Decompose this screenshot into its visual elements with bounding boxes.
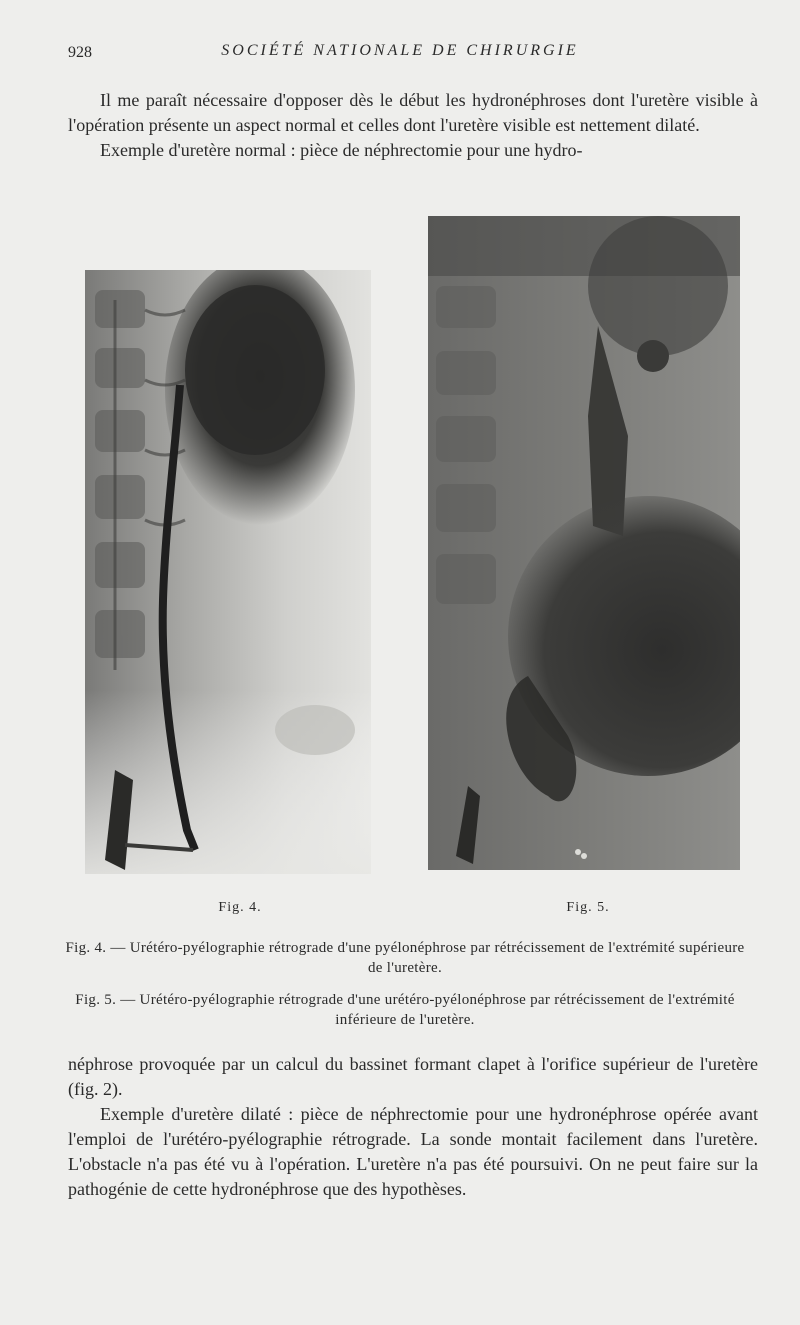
figure-4-label: Fig. 4. bbox=[218, 900, 262, 915]
paragraph-intro: Il me paraît nécessaire d'opposer dès le début les hydronéphroses dont l'uretère visible à l'opération présente un aspect normal et celles dont l'uretère visible est nettement dilaté. bbox=[68, 90, 758, 135]
caption-figure-4: Fig. 4. — Urétéro-pyélographie rétrograde d'une pyélonéphrose par rétrécissement de l'extrémité supérieure de l'uretère. bbox=[65, 940, 745, 976]
caption-figure-5: Fig. 5. — Urétéro-pyélographie rétrograde d'une urétéro-pyélonéphrose par rétrécissement de l'extrémité inférieure de l'uretère. bbox=[75, 992, 735, 1028]
figure-4-xray bbox=[85, 270, 371, 874]
paragraph-continuation: néphrose provoquée par un calcul du bassinet formant clapet à l'orifice supérieur de l'uretère (fig. 2). bbox=[68, 1054, 758, 1099]
paragraph-example-dilated: Exemple d'uretère dilaté : pièce de néphrectomie pour une hydronéphrose opérée avant l'emploi de l'urétéro-pyélographie rétrograde. La sonde montait facilement dans l'uretère. L'obstacle n'a pas été vu à l'opération. L'uretère n'a pas été poursuivi. On ne peut faire sur la pathogénie de cette hydronéphrose que des hypothèses. bbox=[68, 1104, 758, 1199]
bottom-text bbox=[68, 1052, 758, 1202]
paragraph-example-normal: Exemple d'uretère normal : pièce de néphrectomie pour une hydro- bbox=[100, 140, 583, 160]
top-text bbox=[68, 88, 758, 163]
figure-5-label: Fig. 5. bbox=[566, 900, 610, 915]
figure-captions bbox=[60, 938, 750, 1042]
running-title: SOCIÉTÉ NATIONALE DE CHIRURGIE bbox=[221, 42, 579, 59]
figure-5-xray bbox=[428, 216, 740, 870]
page-number: 928 bbox=[68, 44, 92, 61]
